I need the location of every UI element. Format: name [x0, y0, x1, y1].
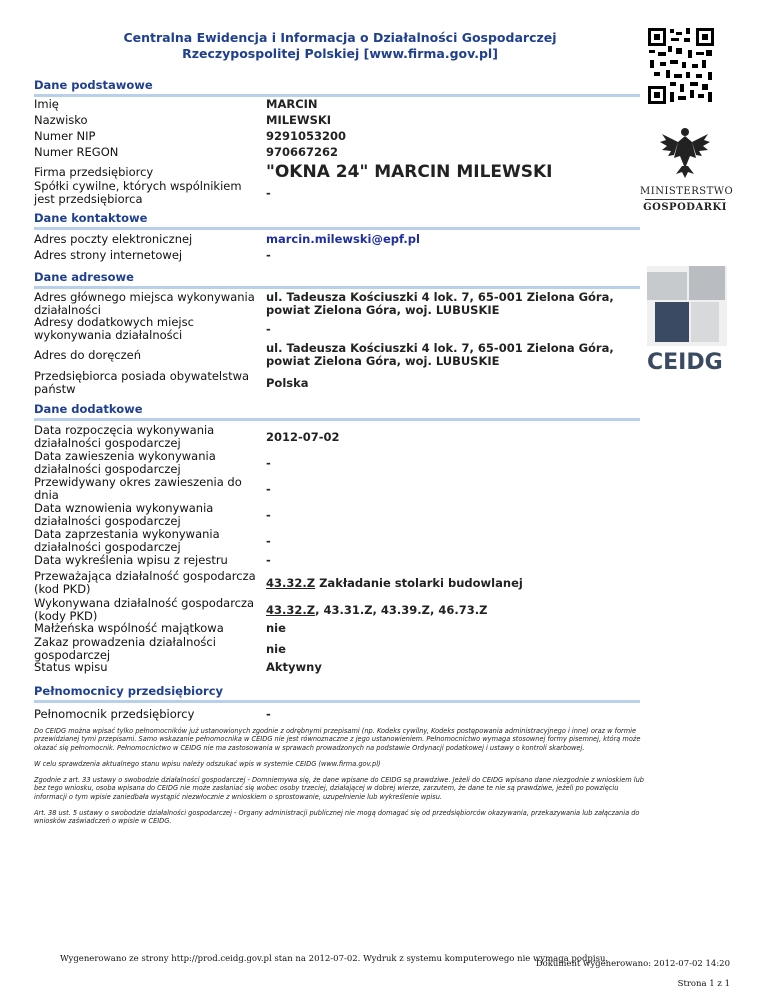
- pkd-code-link[interactable]: 43.32.Z: [266, 602, 316, 617]
- field-label: Imię: [34, 97, 59, 111]
- field-removal-date: [34, 554, 640, 567]
- note-paragraph: Do CEIDG można wpisać tylko pełnomocników już ustanowionych zgodnie z odrębnymi przepisami (np. Kodeks cywilny, Kodeks postępowania administracyjnego i inne) oraz w formie przewidzianej tymi przepisami. Samo wskazanie pełnomocnika w CEIDG nie jest równoznaczne z jego ustanowieniem. Pełnomocnictwo wymaga stosownej formy pisemnej, którą może okazać się pełnomocnik. Pełnomocnictwo w CEIDG nie ma zastosowania w sprawach prowadzonych na podstawie Ordynacji podatkowej i ustawy o kontroli skarbowej.: [34, 727, 641, 752]
- field-nip: [34, 130, 640, 143]
- field-proxy: [34, 708, 640, 721]
- field-label: Data rozpoczęcia wykonywania działalności gospodarczej: [34, 423, 215, 450]
- field-value: nie: [266, 621, 286, 635]
- field-start-date: [34, 424, 640, 450]
- field-value: nie: [266, 641, 286, 656]
- note-paragraph: Zgodnie z art. 33 ustawy o swobodzie działalności gospodarczej - Domniemywa się, że dane wpisane do CEIDG są prawdziwe. Jeżeli do CEIDG wpisano dane niezgodnie z wnioskiem lub bez tego wniosku, osoba wpisana do CEIDG nie może zasłaniać się wobec osoby trzeciej, działającej w dobrej wierze, zarzutem, że dane te nie są prawdziwe, jeżeli po powzięciu informacji o tym wpisie zaniedbała wystąpić niezwłocznie z wnioskiem o sprostowanie, uzupełnienie lub wykreślenie wpisu.: [34, 776, 644, 801]
- field-label: Przedsiębiorca posiada obywatelstwa państw: [34, 369, 250, 396]
- section-title: Dane podstawowe: [34, 78, 153, 92]
- section-divider: [34, 94, 640, 97]
- field-label: Adres do doręczeń: [34, 347, 142, 362]
- field-label: Wykonywana działalność gospodarcza (kody PKD): [34, 596, 255, 623]
- field-last-name: [34, 114, 640, 127]
- field-label: Adres poczty elektronicznej: [34, 232, 193, 246]
- field-regon: [34, 146, 640, 159]
- field-label: Zakaz prowadzenia działalności gospodarczej: [34, 635, 216, 662]
- field-value: 970667262: [266, 145, 339, 159]
- section-basic: [34, 78, 640, 97]
- section-divider: [34, 286, 640, 289]
- field-value: -: [266, 481, 271, 496]
- footer-source: Wygenerowano ze strony http://prod.ceidg.gov.pl stan na 2012-07-02. Wydruk z systemu komputerowego nie wymaga podpisu.: [60, 954, 609, 964]
- header-subtitle: Rzeczypospolitej Polskiej [www.firma.gov.pl]: [182, 46, 498, 61]
- ceidg-wordmark: CEIDG: [647, 350, 723, 375]
- field-label: Adres strony internetowej: [34, 248, 183, 262]
- ministry-name-line2: GOSPODARKI: [643, 202, 727, 213]
- field-suspend-date: [34, 450, 640, 476]
- section-title: Pełnomocnicy przedsiębiorcy: [34, 684, 224, 698]
- section-title: Dane adresowe: [34, 270, 134, 284]
- field-label: Data wznowienia wykonywania działalności gospodarczej: [34, 501, 214, 528]
- field-end-date: [34, 528, 640, 554]
- field-value: -: [266, 553, 271, 567]
- section-extra: [34, 402, 640, 421]
- field-label: Data zawieszenia wykonywania działalności gospodarczej: [34, 449, 216, 476]
- field-value: 2012-07-02: [266, 429, 340, 444]
- field-label: Przewidywany okres zawieszenia do dnia: [34, 475, 242, 502]
- field-label: Małżeńska wspólność majątkowa: [34, 621, 224, 635]
- field-label: Numer REGON: [34, 145, 119, 159]
- eagle-emblem-icon: [640, 122, 730, 182]
- field-label: Nazwisko: [34, 113, 88, 127]
- field-email: [34, 233, 640, 246]
- section-title: Dane dodatkowe: [34, 402, 143, 416]
- field-value: -: [266, 455, 271, 470]
- generated-date: Dokument wygenerowano: 2012-07-02 14:20: [535, 959, 730, 969]
- field-label: Pełnomocnik przedsiębiorcy: [34, 707, 195, 721]
- note-paragraph: W celu sprawdzenia aktualnego stanu wpisu należy odszukać wpis w systemie CEIDG (www.firma.gov.pl): [34, 759, 381, 768]
- field-pkd-codes: [34, 597, 640, 623]
- field-value: -: [266, 533, 271, 548]
- section-contact: [34, 211, 640, 230]
- field-partnerships: [34, 180, 640, 206]
- field-label: Firma przedsiębiorcy: [34, 164, 154, 179]
- document-header: [60, 30, 620, 62]
- section-proxies: [34, 684, 640, 703]
- field-label: Adresy dodatkowych miejsc wykonywania działalności: [34, 315, 194, 342]
- footer-meta: [536, 954, 730, 994]
- ministry-name-line1: MINISTERSTWO: [640, 186, 734, 197]
- field-value: 9291053200: [266, 129, 347, 143]
- page-number: Strona 1 z 1: [677, 979, 730, 989]
- pkd-description: Zakładanie stolarki budowlanej: [315, 575, 523, 590]
- ceidg-blocks-icon: [647, 266, 727, 346]
- field-value: [266, 577, 640, 590]
- field-citizenship: [34, 370, 640, 396]
- header-title: Centralna Ewidencja i Informacja o Działalności Gospodarczej: [123, 30, 557, 45]
- field-first-name: [34, 98, 640, 111]
- email-link[interactable]: marcin.milewski@epf.pl: [266, 232, 420, 246]
- field-value: MARCIN: [266, 97, 318, 111]
- field-value: [266, 604, 640, 617]
- field-marital: [34, 622, 640, 635]
- field-value: "OKNA 24" MARCIN MILEWSKI: [266, 162, 553, 182]
- qr-code-icon: [646, 26, 716, 106]
- ceidg-logo: [647, 266, 727, 376]
- field-value: MILEWSKI: [266, 113, 332, 127]
- field-value: -: [266, 707, 271, 721]
- field-label: Status wpisu: [34, 660, 108, 674]
- field-resume-date: [34, 502, 640, 528]
- section-divider: [34, 227, 640, 230]
- field-label: Data zaprzestania wykonywania działalności gospodarczej: [34, 527, 220, 554]
- field-label: Numer NIP: [34, 129, 96, 143]
- section-address: [34, 270, 640, 289]
- field-delivery-address: [34, 342, 640, 368]
- field-label: Spółki cywilne, których wspólnikiem jest przedsiębiorca: [34, 179, 242, 206]
- field-label: Przeważająca działalność gospodarcza (kod PKD): [34, 569, 256, 596]
- section-divider: [34, 700, 640, 703]
- legal-notes: [34, 727, 644, 834]
- field-value: -: [266, 248, 271, 262]
- note-paragraph: Art. 38 ust. 5 ustawy o swobodzie działalności gospodarczej - Organy administracji publicznej nie mogą domagać się od przedsiębiorców okazywania, przekazywania lub załączania do wniosków zaświadczeń o wpisie w CEIDG.: [34, 809, 640, 826]
- status-value: Aktywny: [266, 660, 322, 674]
- field-additional-addresses: [34, 316, 640, 342]
- ministry-logo: [640, 122, 734, 213]
- field-value: ul. Tadeusza Kościuszki 4 lok. 7, 65-001 Zielona Góra, powiat Zielona Góra, woj. LUBUSKIE: [266, 341, 614, 368]
- field-label: Data wykreślenia wpisu z rejestru: [34, 553, 228, 567]
- pkd-other-codes: , 43.31.Z, 43.39.Z, 46.73.Z: [315, 602, 488, 617]
- field-value: ul. Tadeusza Kościuszki 4 lok. 7, 65-001 Zielona Góra, powiat Zielona Góra, woj. LUBUSKIE: [266, 290, 614, 317]
- field-value: -: [266, 321, 271, 336]
- field-main-address: [34, 291, 640, 317]
- field-suspend-period: [34, 476, 640, 502]
- field-ban: [34, 636, 640, 662]
- field-main-pkd: [34, 570, 640, 596]
- field-value: -: [266, 185, 271, 200]
- pkd-code-link[interactable]: 43.32.Z: [266, 575, 316, 590]
- field-www: [34, 249, 640, 262]
- field-status: [34, 661, 640, 674]
- section-title: Dane kontaktowe: [34, 211, 148, 225]
- section-divider: [34, 418, 640, 421]
- field-label: Adres głównego miejsca wykonywania działalności: [34, 290, 255, 317]
- field-value: Polska: [266, 375, 309, 390]
- field-value: -: [266, 507, 271, 522]
